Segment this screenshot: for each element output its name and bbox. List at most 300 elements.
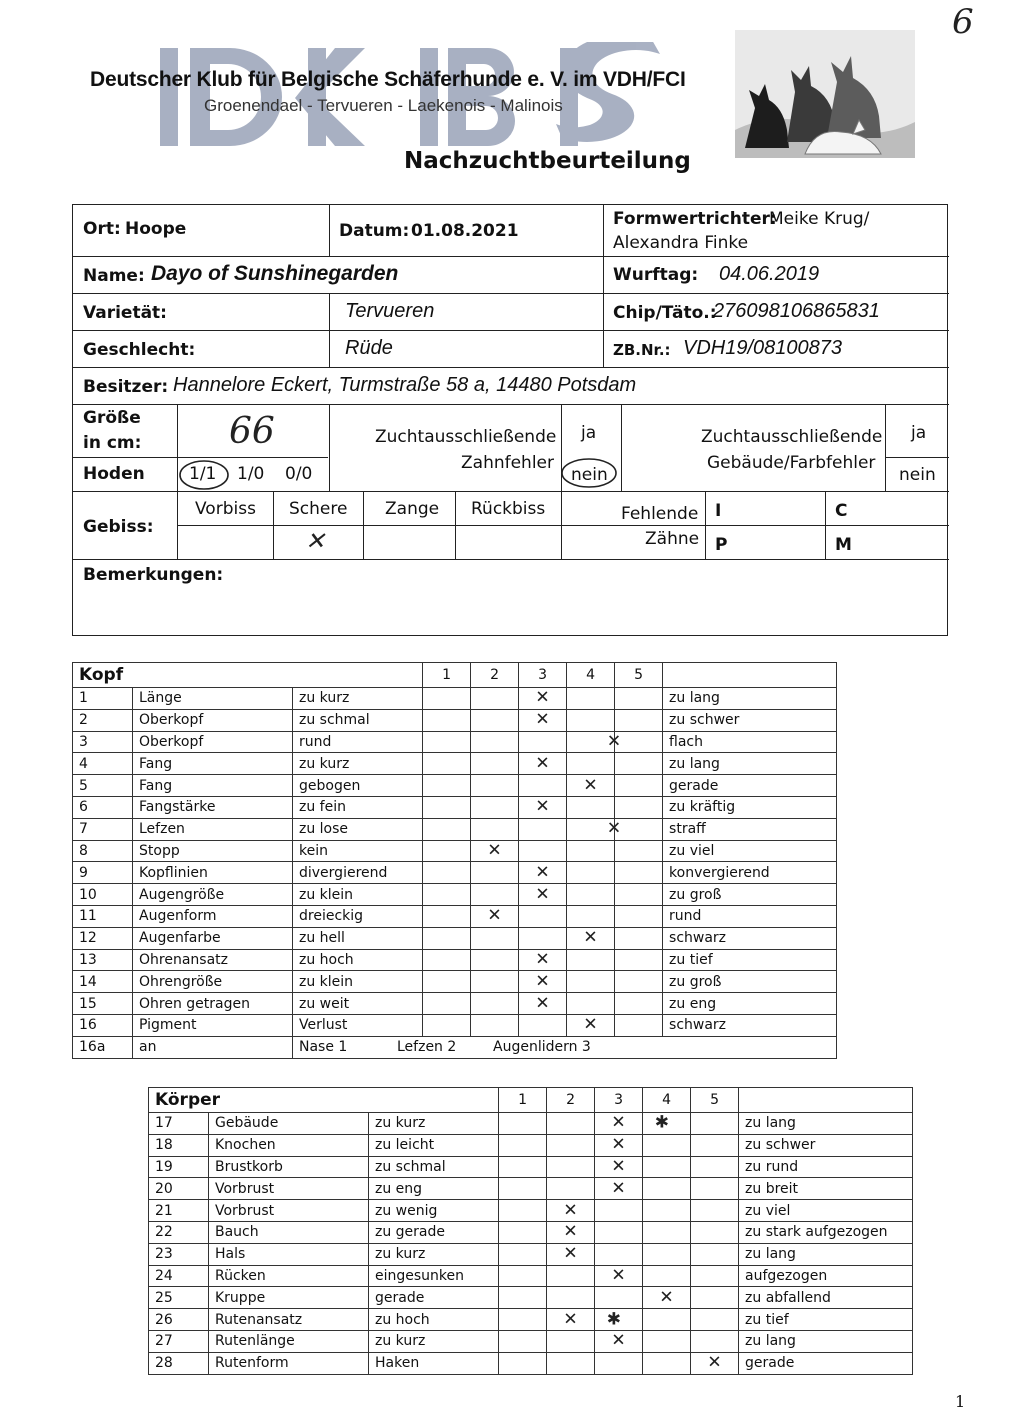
low-descriptor: zu kurz <box>369 1243 499 1265</box>
score-cell-4 <box>567 905 615 927</box>
koerper-row <box>149 1243 913 1265</box>
score-cell-2 <box>471 993 519 1015</box>
datum-label: Datum: <box>339 221 410 241</box>
gebaeudefehler-label: Zuchtausschließende <box>701 427 883 447</box>
score-cross-mark: ✕ <box>583 1014 598 1035</box>
high-descriptor: zu lang <box>739 1243 913 1265</box>
gebiss-rueckbiss: Rückbiss <box>471 499 546 519</box>
breeding-evaluation-form <box>72 204 948 636</box>
score-cell-4 <box>567 840 615 862</box>
kopf-scale-4: 4 <box>567 663 615 688</box>
low-descriptor: zu hoch <box>369 1309 499 1331</box>
koerper-scale-3: 3 <box>595 1088 643 1113</box>
score-cell-4 <box>643 1113 691 1135</box>
formwertrichter-value: Meike Krug/ <box>769 209 870 229</box>
trait-name: Oberkopf <box>133 731 293 753</box>
tooth-m: M <box>835 535 852 555</box>
trait-name: Hals <box>209 1243 369 1265</box>
koerper-row <box>149 1287 913 1309</box>
trait-name: Stopp <box>133 840 293 862</box>
wurftag-label: Wurftag: <box>613 265 699 285</box>
score-cross-mark: ✕ <box>535 709 550 730</box>
score-cell-1 <box>423 775 471 797</box>
low-descriptor: divergierend <box>293 862 423 884</box>
row-number: 25 <box>149 1287 209 1309</box>
score-cell-1 <box>423 905 471 927</box>
row-number: 19 <box>149 1156 209 1178</box>
score-cell-1 <box>499 1287 547 1309</box>
kopf-row <box>73 884 837 906</box>
score-cell-3 <box>595 1243 643 1265</box>
score-cell-2 <box>547 1265 595 1287</box>
low-descriptor: zu leicht <box>369 1134 499 1156</box>
score-cell-1 <box>499 1309 547 1331</box>
kopf-row <box>73 905 837 927</box>
row-number: 18 <box>149 1134 209 1156</box>
gebiss-label: Gebiss: <box>83 517 154 537</box>
pigment-nase: Nase 1 <box>299 1039 348 1056</box>
gebiss-schere: Schere <box>289 499 348 519</box>
score-cell-2 <box>471 949 519 971</box>
score-cell-5 <box>691 1243 739 1265</box>
score-cross-mark: ✕ <box>535 949 550 970</box>
row-number: 22 <box>149 1221 209 1243</box>
zb-label: ZB.Nr.: <box>613 341 671 359</box>
score-cell-5 <box>691 1309 739 1331</box>
high-descriptor: zu groß <box>663 884 837 906</box>
trait-name: Rutenlänge <box>209 1330 369 1352</box>
name-label: Name: <box>83 266 145 286</box>
score-cell-4 <box>567 949 615 971</box>
scribble-mark: ✱ <box>654 1112 669 1133</box>
score-cell-5 <box>615 862 663 884</box>
score-cell-3 <box>519 993 567 1015</box>
zb-value: VDH19/08100873 <box>683 337 843 359</box>
score-cell-4 <box>643 1134 691 1156</box>
trait-name: Vorbrust <box>209 1178 369 1200</box>
score-cell-2 <box>547 1309 595 1331</box>
row-number: 21 <box>149 1200 209 1222</box>
koerper-scale-1: 1 <box>499 1088 547 1113</box>
trait-name: Oberkopf <box>133 709 293 731</box>
trait-name: Ohren getragen <box>133 993 293 1015</box>
trait-name: Brustkorb <box>209 1156 369 1178</box>
score-cell-3 <box>519 840 567 862</box>
score-cell-4 <box>567 927 615 949</box>
ort-label: Ort: <box>83 219 121 239</box>
row-number: 9 <box>73 862 133 884</box>
zaehne-label: Zähne <box>645 529 700 549</box>
score-cell-4 <box>643 1178 691 1200</box>
score-cell-2 <box>547 1156 595 1178</box>
koerper-scale-2: 2 <box>547 1088 595 1113</box>
score-cell-1 <box>423 1014 471 1036</box>
high-descriptor: schwarz <box>663 1014 837 1036</box>
chip-label: Chip/Täto.: <box>613 303 717 323</box>
trait-name: Rücken <box>209 1265 369 1287</box>
score-cell-1 <box>423 796 471 818</box>
low-descriptor: zu lose <box>293 818 423 840</box>
low-descriptor: zu schmal <box>369 1156 499 1178</box>
row-number: 24 <box>149 1265 209 1287</box>
row-number: 7 <box>73 818 133 840</box>
wurftag-value: 04.06.2019 <box>719 263 820 285</box>
handwritten-page-mark: 6 <box>952 2 974 42</box>
score-cell-3 <box>595 1309 643 1331</box>
kopf-header-row <box>73 663 837 688</box>
high-descriptor: konvergierend <box>663 862 837 884</box>
score-cell-3 <box>519 818 567 840</box>
trait-name: Länge <box>133 688 293 710</box>
score-cell-4 <box>567 818 622 840</box>
trait-name: Ohrenansatz <box>133 949 293 971</box>
score-cell-5 <box>615 818 663 840</box>
score-cell-3 <box>595 1287 643 1309</box>
besitzer-label: Besitzer: <box>83 377 169 397</box>
nein-circle-mark <box>559 455 619 491</box>
kopf-row <box>73 862 837 884</box>
score-cell-5 <box>691 1113 739 1135</box>
gebaeudefehler-nein: nein <box>899 465 936 485</box>
low-descriptor: Haken <box>369 1352 499 1374</box>
kopf-row <box>73 731 837 753</box>
trait-name: Knochen <box>209 1134 369 1156</box>
score-cross-mark: ✕ <box>707 1352 722 1373</box>
score-cell-1 <box>499 1113 547 1135</box>
score-cell-3 <box>519 971 567 993</box>
kopf-header-blank <box>663 663 837 688</box>
score-cell-5 <box>615 709 663 731</box>
row-number: 26 <box>149 1309 209 1331</box>
score-cell-2 <box>471 884 519 906</box>
koerper-row <box>149 1309 913 1331</box>
zahnfehler-nein: nein <box>571 465 608 485</box>
score-cell-5 <box>691 1287 739 1309</box>
high-descriptor: zu abfallend <box>739 1287 913 1309</box>
trait-name: Vorbrust <box>209 1200 369 1222</box>
score-cell-4 <box>643 1352 691 1374</box>
score-cell-1 <box>499 1352 547 1374</box>
score-cross-mark: ✕ <box>563 1221 578 1242</box>
score-cell-1 <box>423 731 471 753</box>
high-descriptor: zu lang <box>663 753 837 775</box>
chip-value: 276098106865831 <box>713 300 880 322</box>
kopf-row-16a <box>73 1036 837 1058</box>
score-cell-2 <box>471 971 519 993</box>
gebaeudefehler-ja: ja <box>911 423 927 443</box>
score-cell-1 <box>423 862 471 884</box>
club-name: Deutscher Klub für Belgische Schäferhunde e. V. im VDH/FCI <box>90 68 686 91</box>
low-descriptor: zu kurz <box>293 753 423 775</box>
low-descriptor: zu gerade <box>369 1221 499 1243</box>
trait-name: Augenform <box>133 905 293 927</box>
koerper-row <box>149 1352 913 1374</box>
kopf-scale-5: 5 <box>615 663 663 688</box>
score-cell-2 <box>471 775 519 797</box>
score-cell-2 <box>547 1178 595 1200</box>
high-descriptor: zu rund <box>739 1156 913 1178</box>
score-cell-5 <box>615 688 663 710</box>
koerper-row <box>149 1265 913 1287</box>
high-descriptor: zu kräftig <box>663 796 837 818</box>
koerper-scale-5: 5 <box>691 1088 739 1113</box>
row-number: 10 <box>73 884 133 906</box>
kopf-row <box>73 818 837 840</box>
kopf-scale-1: 1 <box>423 663 471 688</box>
score-cell-4 <box>567 753 615 775</box>
hoden-option-3: 0/0 <box>285 464 313 484</box>
score-cell-2 <box>471 688 519 710</box>
score-cell-2 <box>471 927 519 949</box>
low-descriptor: zu kurz <box>369 1113 499 1135</box>
row-number: 17 <box>149 1113 209 1135</box>
low-descriptor: gebogen <box>293 775 423 797</box>
row-number: 2 <box>73 709 133 731</box>
score-cell-3 <box>519 775 567 797</box>
score-cell-3 <box>595 1352 643 1374</box>
score-cell-2 <box>547 1113 595 1135</box>
score-cell-4 <box>567 731 622 753</box>
score-cell-3 <box>519 884 567 906</box>
score-cell-2 <box>471 818 519 840</box>
pigment-locations <box>293 1036 837 1058</box>
score-cell-5 <box>615 775 663 797</box>
koerper-row <box>149 1200 913 1222</box>
score-cell-5 <box>615 927 663 949</box>
score-cell-5 <box>615 949 663 971</box>
trait-name: Pigment <box>133 1014 293 1036</box>
high-descriptor: zu schwer <box>739 1134 913 1156</box>
hoden-option-2: 1/0 <box>237 464 265 484</box>
kopf-table <box>72 662 837 1059</box>
koerper-row <box>149 1156 913 1178</box>
gebiss-schere-cross: ✕ <box>305 527 326 555</box>
score-cell-4 <box>567 884 615 906</box>
groesse-label: Größe <box>83 408 141 428</box>
formwertrichter-label: Formwertrichter: <box>613 209 777 229</box>
score-cell-5 <box>691 1265 739 1287</box>
score-cell-2 <box>471 731 519 753</box>
low-descriptor: kein <box>293 840 423 862</box>
row-number: 27 <box>149 1330 209 1352</box>
tooth-p: P <box>715 535 728 555</box>
row-number: 14 <box>73 971 133 993</box>
kopf-scale-3: 3 <box>519 663 567 688</box>
score-cell-2 <box>471 709 519 731</box>
row-number: 6 <box>73 796 133 818</box>
low-descriptor: zu hell <box>293 927 423 949</box>
page-title: Nachzuchtbeurteilung <box>404 148 691 174</box>
score-cross-mark: ✕ <box>611 1134 626 1155</box>
trait-name: Fangstärke <box>133 796 293 818</box>
score-cross-mark: ✕ <box>611 1178 626 1199</box>
koerper-row <box>149 1113 913 1135</box>
kopf-row <box>73 993 837 1015</box>
score-cross-mark: ✕ <box>563 1200 578 1221</box>
high-descriptor: zu schwer <box>663 709 837 731</box>
row-number: 3 <box>73 731 133 753</box>
score-cell-3 <box>595 1178 643 1200</box>
score-cell-1 <box>423 818 471 840</box>
score-cross-mark: ✕ <box>583 927 598 948</box>
high-descriptor: zu viel <box>739 1200 913 1222</box>
groesse-unit-label: in cm: <box>83 433 142 453</box>
page-number: 1 <box>955 1392 966 1411</box>
koerper-row <box>149 1178 913 1200</box>
score-cross-mark: ✕ <box>606 818 622 839</box>
score-cell-5 <box>615 796 663 818</box>
kopf-row <box>73 927 837 949</box>
score-cell-4 <box>643 1221 691 1243</box>
score-cross-mark: ✕ <box>487 840 502 861</box>
score-cell-3 <box>519 709 567 731</box>
score-cell-2 <box>547 1221 595 1243</box>
score-cell-2 <box>471 796 519 818</box>
score-cross-mark: ✕ <box>535 796 550 817</box>
low-descriptor: zu kurz <box>293 688 423 710</box>
score-cross-mark: ✕ <box>535 862 550 883</box>
score-cell-1 <box>499 1134 547 1156</box>
hoden-circle-mark <box>177 457 231 493</box>
kopf-row <box>73 971 837 993</box>
score-cell-1 <box>423 949 471 971</box>
trait-name: Kruppe <box>209 1287 369 1309</box>
high-descriptor: straff <box>663 818 837 840</box>
tooth-i: I <box>715 501 722 521</box>
row-number: 13 <box>73 949 133 971</box>
row-number: 16 <box>73 1014 133 1036</box>
score-cross-mark: ✕ <box>611 1265 626 1286</box>
score-cell-1 <box>423 884 471 906</box>
score-cell-4 <box>643 1243 691 1265</box>
low-descriptor: gerade <box>369 1287 499 1309</box>
kopf-row <box>73 775 837 797</box>
formwertrichter-value-2: Alexandra Finke <box>613 233 749 253</box>
low-descriptor: zu kurz <box>369 1330 499 1352</box>
score-cell-5 <box>691 1156 739 1178</box>
club-varieties: Groenendael - Tervueren - Laekenois - Malinois <box>204 96 563 115</box>
trait-name: Augenfarbe <box>133 927 293 949</box>
trait-name: Kopflinien <box>133 862 293 884</box>
row-number: 28 <box>149 1352 209 1374</box>
high-descriptor: aufgezogen <box>739 1265 913 1287</box>
zahnfehler-label-2: Zahnfehler <box>461 453 555 473</box>
score-cell-4 <box>567 796 615 818</box>
score-cell-4 <box>567 688 615 710</box>
score-cell-4 <box>567 775 615 797</box>
score-cell-1 <box>423 753 471 775</box>
kopf-row <box>73 753 837 775</box>
score-cross-mark: ✕ <box>583 775 598 796</box>
score-cell-1 <box>499 1156 547 1178</box>
score-cell-5 <box>615 1014 663 1036</box>
score-cell-3 <box>519 731 567 753</box>
score-cell-3 <box>595 1265 643 1287</box>
score-cell-3 <box>519 927 567 949</box>
high-descriptor: zu lang <box>663 688 837 710</box>
score-cell-4 <box>643 1156 691 1178</box>
zahnfehler-ja: ja <box>581 423 597 443</box>
high-descriptor: schwarz <box>663 927 837 949</box>
low-descriptor: zu weit <box>293 993 423 1015</box>
score-cell-5 <box>615 884 663 906</box>
score-cell-3 <box>595 1156 643 1178</box>
row-number: 15 <box>73 993 133 1015</box>
trait-name: Gebäude <box>209 1113 369 1135</box>
geschlecht-value: Rüde <box>345 337 393 359</box>
high-descriptor: zu eng <box>663 993 837 1015</box>
row-number: 23 <box>149 1243 209 1265</box>
high-descriptor: zu tief <box>739 1309 913 1331</box>
koerper-header-row <box>149 1088 913 1113</box>
dog-name-value: Dayo of Sunshinegarden <box>151 262 399 285</box>
gebiss-zange: Zange <box>385 499 440 519</box>
low-descriptor: zu klein <box>293 971 423 993</box>
trait-name: Fang <box>133 753 293 775</box>
score-cross-mark: ✕ <box>659 1287 674 1308</box>
score-cell-2 <box>547 1243 595 1265</box>
groesse-value: 66 <box>229 411 275 452</box>
low-descriptor: zu wenig <box>369 1200 499 1222</box>
geschlecht-label: Geschlecht: <box>83 340 196 360</box>
kopf-row <box>73 840 837 862</box>
kopf-title: Kopf <box>73 663 423 688</box>
score-cell-3 <box>595 1221 643 1243</box>
high-descriptor: zu groß <box>663 971 837 993</box>
high-descriptor: flach <box>663 731 837 753</box>
score-cell-5 <box>691 1134 739 1156</box>
score-cell-4 <box>567 993 615 1015</box>
low-descriptor: zu fein <box>293 796 423 818</box>
score-cell-1 <box>423 993 471 1015</box>
score-cross-mark: ✕ <box>535 753 550 774</box>
score-cross-mark: ✕ <box>535 993 550 1014</box>
score-cell-3 <box>519 1014 567 1036</box>
score-cell-3 <box>519 753 567 775</box>
score-cross-mark: ✕ <box>563 1309 578 1330</box>
score-cross-mark: ✕ <box>535 884 550 905</box>
koerper-row <box>149 1134 913 1156</box>
score-cell-5 <box>615 971 663 993</box>
besitzer-value: Hannelore Eckert, Turmstraße 58 a, 14480 Potsdam <box>173 374 637 396</box>
score-cell-4 <box>567 709 615 731</box>
low-descriptor: zu hoch <box>293 949 423 971</box>
score-cell-1 <box>499 1243 547 1265</box>
row-number: 20 <box>149 1178 209 1200</box>
score-cell-3 <box>595 1113 643 1135</box>
score-cross-mark: ✕ <box>611 1330 626 1351</box>
row-number: 12 <box>73 927 133 949</box>
pigment-lefzen: Lefzen 2 <box>397 1039 457 1056</box>
trait-name: Rutenansatz <box>209 1309 369 1331</box>
low-descriptor: Verlust <box>293 1014 423 1036</box>
score-cell-3 <box>595 1134 643 1156</box>
score-cell-5 <box>691 1178 739 1200</box>
score-cell-5 <box>615 731 663 753</box>
score-cell-3 <box>595 1200 643 1222</box>
kopf-row <box>73 709 837 731</box>
score-cell-2 <box>547 1330 595 1352</box>
score-cross-mark: ✕ <box>535 687 550 708</box>
varietaet-label: Varietät: <box>83 303 167 323</box>
score-cell-3 <box>519 796 567 818</box>
score-cell-2 <box>471 905 519 927</box>
low-descriptor: zu schmal <box>293 709 423 731</box>
score-cross-mark: ✕ <box>487 905 502 926</box>
score-cross-mark: ✕ <box>535 971 550 992</box>
score-cell-1 <box>423 927 471 949</box>
row-number: 8 <box>73 840 133 862</box>
